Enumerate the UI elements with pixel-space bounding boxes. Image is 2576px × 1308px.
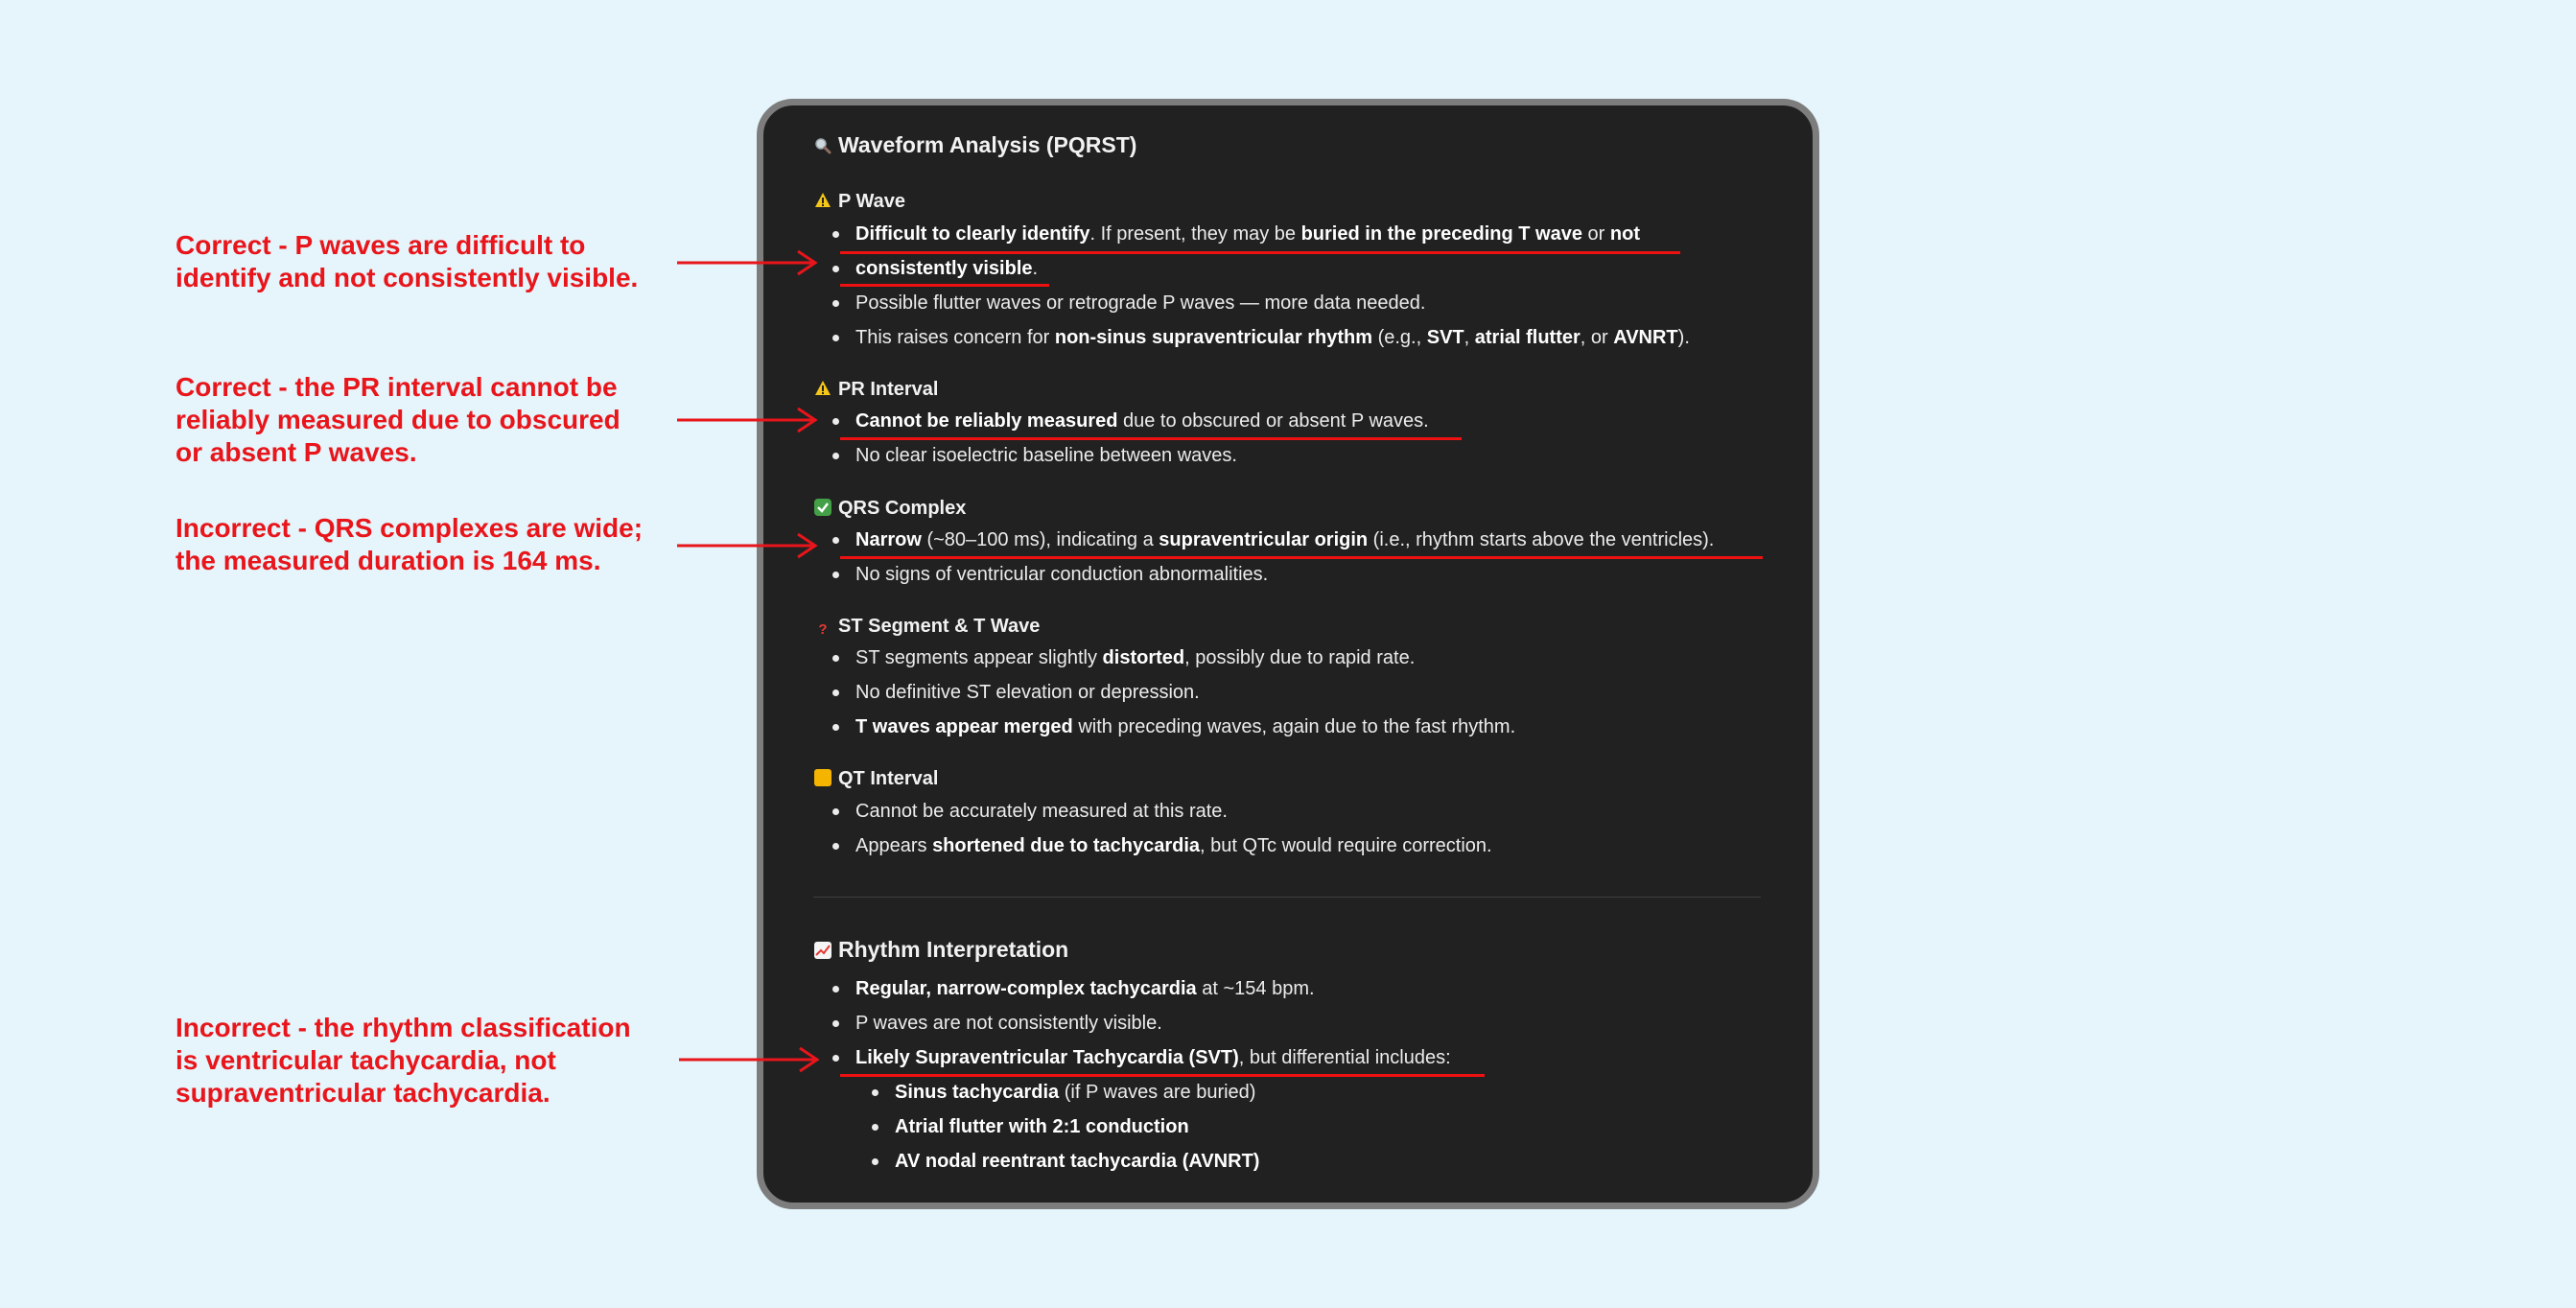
annotation-note: Incorrect - the rhythm classification is ventricular tachycardia, not supraventricular tachycardia. — [176, 1013, 631, 1108]
section-heading-st-segment: ? ST Segment & T Wave — [813, 616, 1040, 640]
sub-list-item: AV nodal reentrant tachycardia (AVNRT) — [895, 1151, 1260, 1172]
annotation-arrow-icon — [675, 247, 819, 278]
annotation-arrow-icon — [677, 1044, 821, 1075]
highlight-underline — [840, 284, 1049, 287]
magnifying-glass-icon — [813, 137, 832, 156]
yellow-square-icon — [813, 769, 832, 788]
section-heading-qrs-complex: QRS Complex — [813, 498, 966, 520]
highlight-underline — [840, 437, 1462, 440]
highlight-underline — [840, 251, 1680, 254]
section-heading-qt-interval: QT Interval — [813, 768, 938, 790]
list-item: No definitive ST elevation or depression. — [855, 682, 1200, 703]
sub-list-item: Atrial flutter with 2:1 conduction — [895, 1116, 1189, 1137]
list-item: T waves appear merged with preceding waves, again due to the fast rhythm. — [855, 716, 1516, 737]
list-item: Possible flutter waves or retrograde P waves — more data needed. — [855, 292, 1426, 314]
section-heading-rhythm: Rhythm Interpretation — [813, 937, 1068, 963]
list-item: This raises concern for non-sinus supraventricular rhythm (e.g., SVT, atrial flutter, or AVNRT). — [855, 327, 1690, 348]
annotation-arrow-icon — [675, 405, 819, 435]
section-heading-p-wave: P Wave — [813, 191, 905, 213]
list-item: ST segments appear slightly distorted, possibly due to rapid rate. — [855, 647, 1416, 668]
list-item: Appears shortened due to tachycardia, but QTc would require correction. — [855, 835, 1492, 856]
list-item: Difficult to clearly identify. If present, they may be buried in the preceding T wave or not — [855, 223, 1640, 245]
highlight-underline — [840, 556, 1763, 559]
warning-icon — [813, 380, 832, 399]
list-item: Cannot be reliably measured due to obscured or absent P waves. — [855, 410, 1429, 432]
sub-list-item: Sinus tachycardia (if P waves are buried) — [895, 1082, 1256, 1103]
list-item: Narrow (~80–100 ms), indicating a supraventricular origin (i.e., rhythm starts above the ventricles). — [855, 529, 1715, 550]
highlight-underline — [840, 1074, 1485, 1077]
list-item-continuation: consistently visible. — [855, 258, 1039, 279]
annotation-note: Correct - P waves are difficult to identify and not consistently visible. — [176, 230, 639, 292]
list-item: Likely Supraventricular Tachycardia (SVT), but differential includes: — [855, 1047, 1451, 1068]
section-heading-pr-interval: PR Interval — [813, 379, 938, 401]
list-item: No signs of ventricular conduction abnormalities. — [855, 564, 1269, 585]
chart-increasing-icon — [813, 942, 832, 961]
annotation-note: Correct - the PR interval cannot be reliably measured due to obscured or absent P waves. — [176, 372, 621, 467]
annotation-arrow-icon — [675, 530, 819, 561]
question-mark-icon: ? — [818, 621, 828, 638]
section-divider — [813, 897, 1761, 898]
list-item: Cannot be accurately measured at this rate. — [855, 801, 1228, 822]
warning-icon — [813, 192, 832, 211]
list-item: No clear isoelectric baseline between waves. — [855, 445, 1237, 466]
check-mark-icon — [813, 499, 832, 518]
page-title: Waveform Analysis (PQRST) — [813, 132, 1136, 158]
list-item: P waves are not consistently visible. — [855, 1013, 1162, 1034]
list-item: Regular, narrow-complex tachycardia at ~154 bpm. — [855, 978, 1315, 999]
annotation-note: Incorrect - QRS complexes are wide; the measured duration is 164 ms. — [176, 513, 644, 575]
